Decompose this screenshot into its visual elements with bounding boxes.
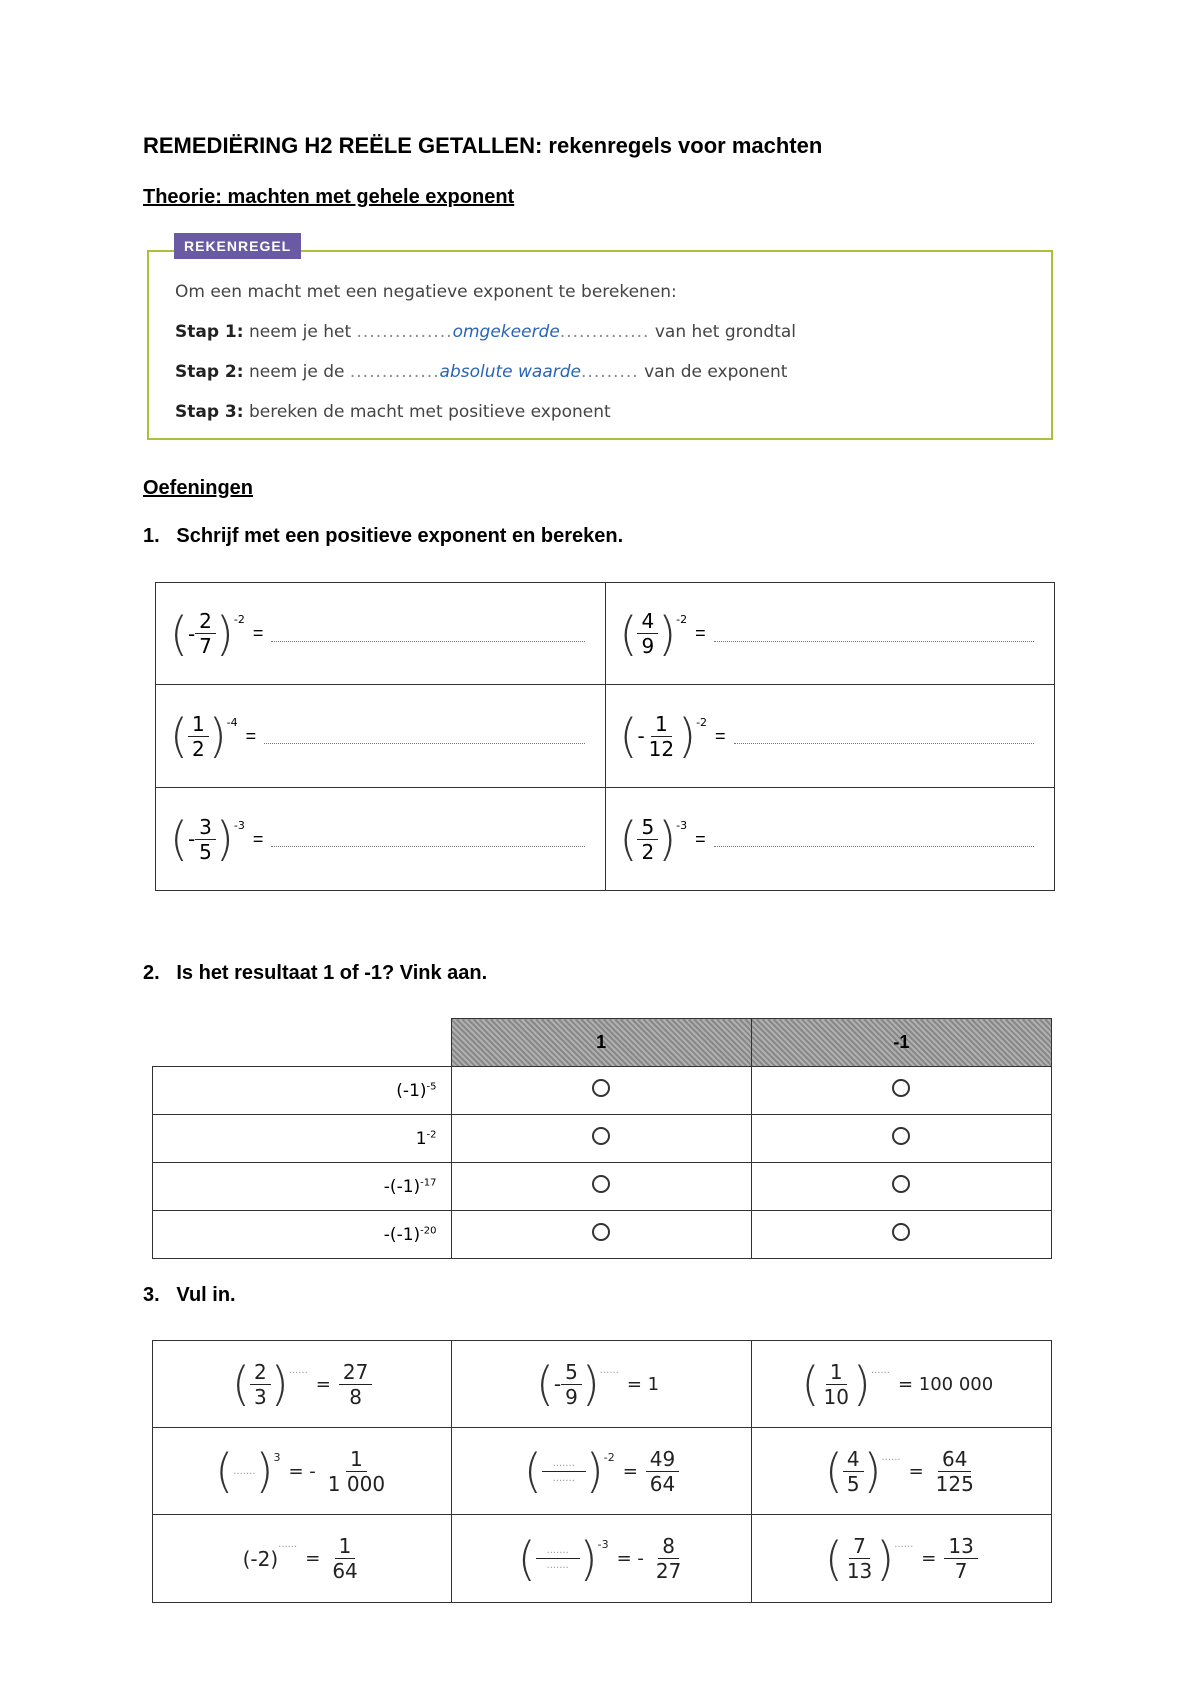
- q3-item: ( $\frac{.......}{.......}$ ) -2 = $\frac{49}{64}$: [452, 1428, 750, 1514]
- question-3: 3. Vul in.: [143, 1284, 236, 1306]
- theory-heading: Theorie: machten met gehele exponent: [143, 186, 515, 208]
- power-label: $1^{-2}$: [153, 1115, 452, 1163]
- q3-item: ( $\frac{7}{13}$ ) ...... = $\frac{13}{7}$: [752, 1515, 1051, 1602]
- answer-line[interactable]: [271, 640, 584, 642]
- q1-item: ( $\frac{5}{2}$ ) -3 =: [606, 788, 1055, 890]
- exercises-heading: Oefeningen: [143, 477, 254, 499]
- question-2: 2. Is het resultaat 1 of -1? Vink aan.: [143, 962, 488, 984]
- q3-item: ( $\frac{2}{3}$ ) ...... = $\frac{27}{8}$: [153, 1341, 451, 1427]
- radio-minus-1[interactable]: [892, 1175, 910, 1193]
- answer-line[interactable]: [714, 640, 1034, 642]
- radio-1[interactable]: [592, 1127, 610, 1145]
- col-header-1: 1: [451, 1019, 751, 1067]
- step2-answer: absolute waarde: [439, 362, 582, 382]
- blank-exponent[interactable]: ......: [870, 1364, 890, 1376]
- q1-item: ( - $\frac{3}{5}$ ) -3 =: [156, 788, 605, 890]
- answer-line[interactable]: [264, 742, 584, 744]
- question-1: 1. Schrijf met een positieve exponent en bereken.: [143, 525, 624, 547]
- q3-item: (-2) ...... = $\frac{1}{64}$: [242, 1534, 358, 1583]
- rule-step-2: Stap 2: neem je de ..............absolute waarde......... van de exponent: [175, 362, 788, 382]
- q1-item: ( - $\frac{1}{12}$ ) -2 =: [606, 685, 1055, 787]
- q3-item: ( $\frac{4}{5}$ ) ...... = $\frac{64}{125}$: [824, 1444, 974, 1498]
- q3-item: ( $\frac{.......}{.......}$ ) -3 = - $\frac{8}{27}$: [517, 1531, 682, 1586]
- answer-line[interactable]: [271, 845, 584, 847]
- page-title: REMEDIËRING H2 REËLE GETALLEN: rekenregels voor machten: [143, 133, 823, 158]
- radio-minus-1[interactable]: [892, 1127, 910, 1145]
- blank-exponent[interactable]: ......: [894, 1539, 914, 1550]
- blank-exponent[interactable]: ......: [278, 1539, 298, 1550]
- radio-1[interactable]: [592, 1223, 610, 1241]
- q1-item: ( - $\frac{2}{7}$ ) -2 =: [156, 583, 605, 684]
- power-label: $-(-1)^{-17}$: [153, 1163, 452, 1211]
- blank-exponent[interactable]: ......: [599, 1364, 619, 1376]
- answer-line[interactable]: [714, 845, 1034, 847]
- radio-1[interactable]: [592, 1079, 610, 1097]
- blank-fraction[interactable]: $\frac{.......}{.......}$: [536, 1546, 580, 1571]
- q3-item: ( $\frac{1}{10}$ ) ...... = 100 000: [801, 1357, 994, 1411]
- rule-step-1: Stap 1: neem je het ...............omgekeerde.............. van het grondtal: [175, 322, 797, 342]
- power-label: $-(-1)^{-20}$: [153, 1211, 452, 1259]
- radio-minus-1[interactable]: [892, 1223, 910, 1241]
- q2-table: [152, 1018, 1052, 1259]
- q3-item: ( - $\frac{5}{9}$ ) ...... = 1: [535, 1357, 660, 1411]
- q1-item: ( $\frac{1}{2}$ ) -4 =: [156, 685, 605, 787]
- blank-fraction[interactable]: $\frac{.......}{.......}$: [542, 1459, 586, 1484]
- blank-exponent[interactable]: ......: [881, 1451, 901, 1463]
- blank-base[interactable]: .......: [233, 1465, 256, 1477]
- q3-item: ( ....... ) 3 = - $\frac{1}{1 000}$: [215, 1444, 386, 1498]
- rule-tab: REKENREGEL: [174, 233, 301, 259]
- power-label: $(-1)^{-5}$: [153, 1067, 452, 1115]
- q3-table: [152, 1340, 1052, 1603]
- blank-exponent[interactable]: ......: [288, 1364, 308, 1376]
- rule-step-3: Stap 3: bereken de macht met positieve exponent: [175, 402, 611, 422]
- col-header-minus-1: -1: [751, 1019, 1051, 1067]
- q1-item: ( $\frac{4}{9}$ ) -2 =: [606, 583, 1055, 684]
- rule-intro: Om een macht met een negatieve exponent te berekenen:: [175, 282, 677, 302]
- radio-1[interactable]: [592, 1175, 610, 1193]
- answer-line[interactable]: [734, 742, 1034, 744]
- radio-minus-1[interactable]: [892, 1079, 910, 1097]
- step1-answer: omgekeerde: [452, 322, 560, 342]
- q1-table: [155, 582, 1055, 891]
